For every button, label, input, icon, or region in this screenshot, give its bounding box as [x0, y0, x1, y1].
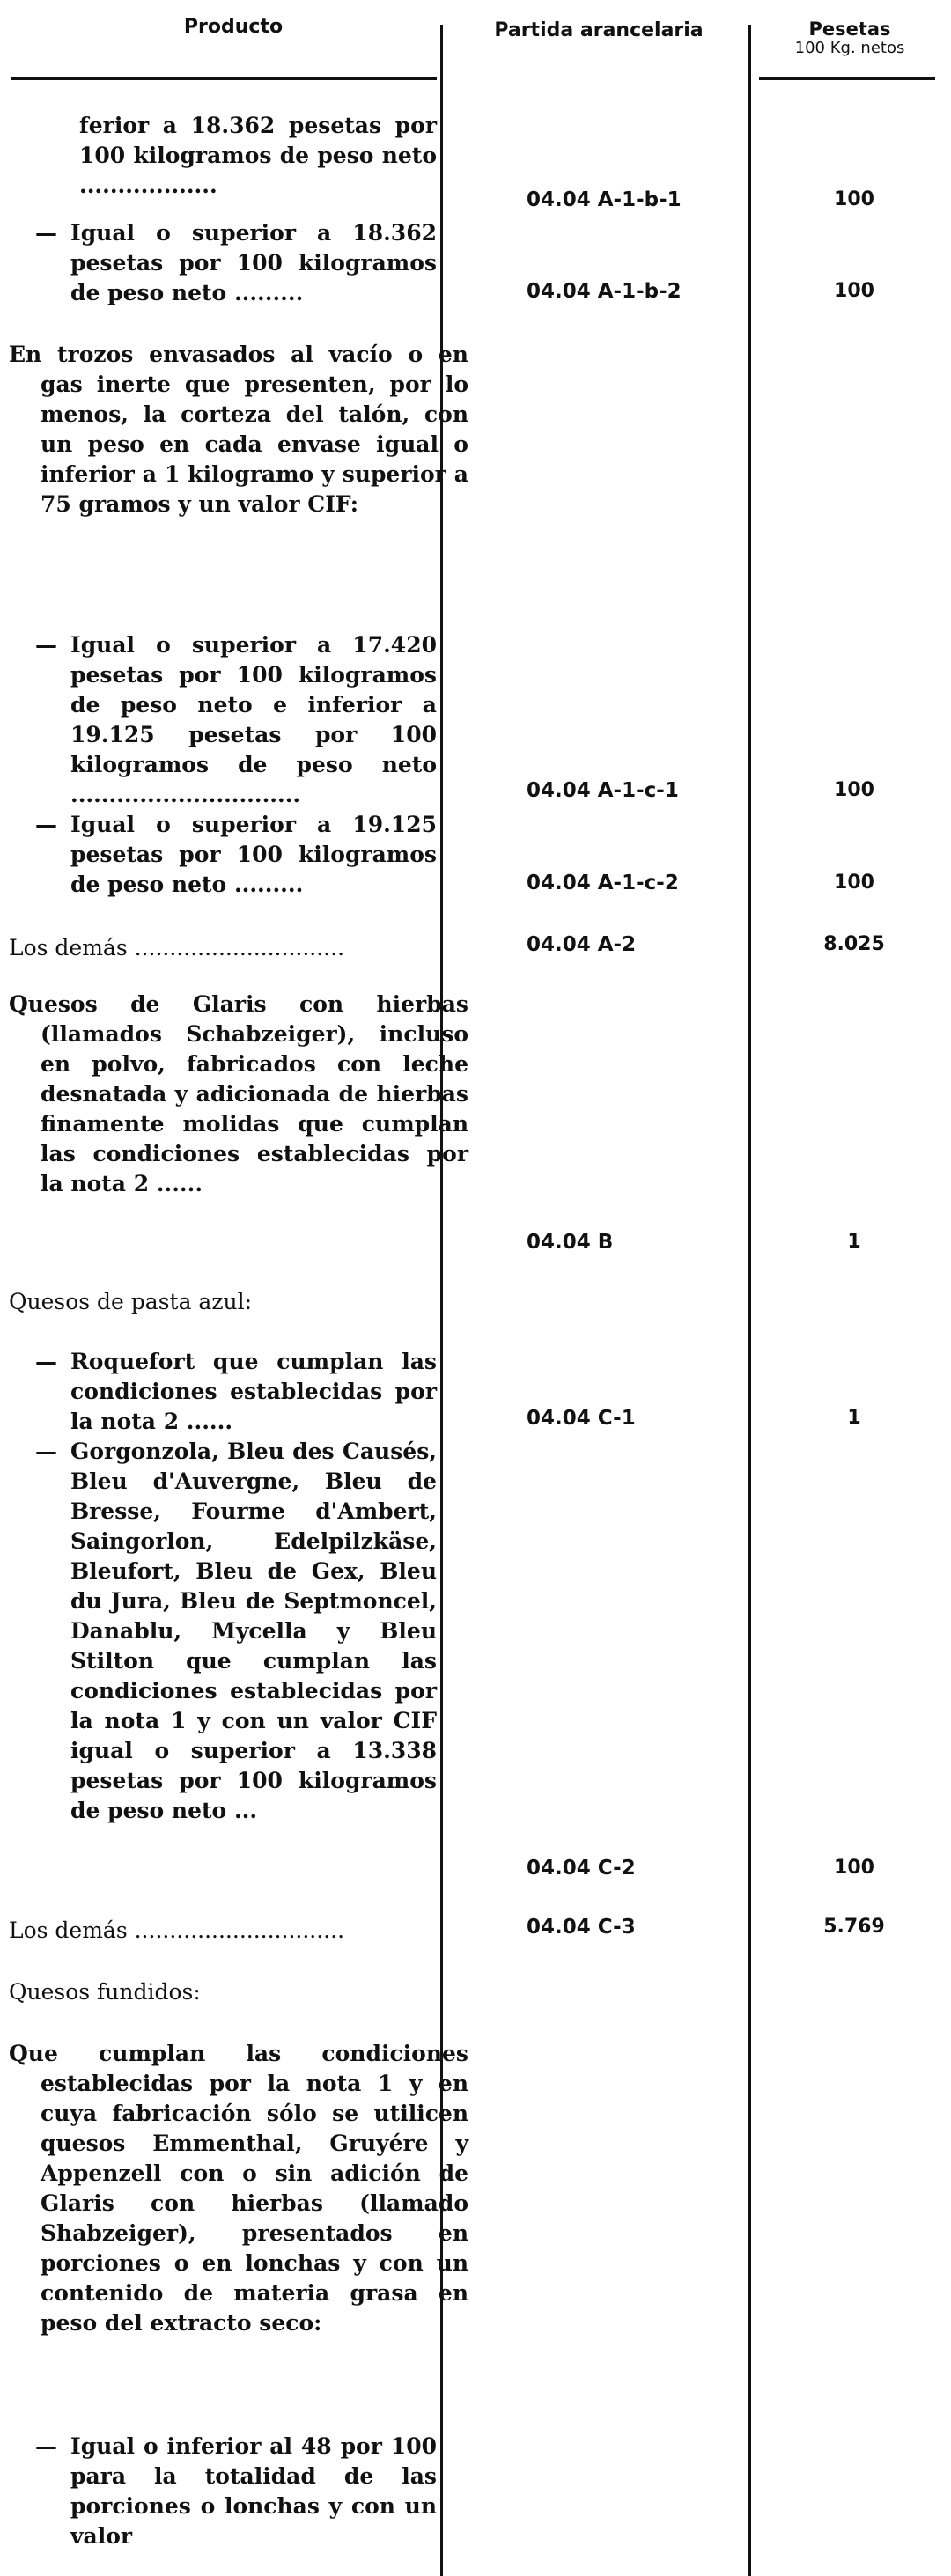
header-producto: Producto — [183, 16, 284, 38]
row-value: 100 — [834, 188, 874, 210]
row-code: 04.04 B — [527, 1231, 614, 1254]
dash-marker: — — [35, 220, 57, 246]
row-code: 04.04 A-1-b-1 — [527, 188, 682, 211]
row-text: Quesos de Glaris con hierbas (llamados Schabzeiger), incluso en polvo, fabricados con leche desnatada y adicionada de hierbas finamente molidas que cumplan las condiciones establecidas por la nota 2 ...... — [9, 991, 468, 1196]
column-divider-2 — [748, 25, 751, 2576]
row-value: 1 — [847, 1407, 861, 1429]
row-text: Los demás .............................. — [9, 935, 345, 960]
row-text: — Igual o superior a 17.420 pesetas por 100 kilogramos de peso neto e inferior a 19.125 pesetas por 100 kilogramos de peso neto .............................. — [35, 632, 437, 807]
header-partida: Partida arancelaria — [494, 19, 704, 41]
row-value: 100 — [834, 1857, 874, 1879]
row-code: 04.04 A-1-c-1 — [527, 779, 679, 802]
row-text: — Igual o inferior al 48 por 100 para la totalidad de las porciones o lonchas y con un valor — [35, 2433, 437, 2549]
dash-marker: — — [35, 2433, 57, 2459]
row-text: — Gorgonzola, Bleu des Causés, Bleu d'Auvergne, Bleu de Bresse, Fourme d'Ambert, Saingorlon, Edelpilzkäse, Bleufort, Bleu de Gex, Bleu du Jura, Bleu de Septmoncel, Danablu, Mycella y Bleu Stilton que cumplan las condiciones establecidas por la nota 1 y con un valor CIF igual o superior a 13.338 pesetas por 100 kilogramos de peso neto ... — [35, 1439, 437, 1823]
row-code: 04.04 A-1-b-2 — [527, 280, 682, 303]
row-code: 04.04 C-2 — [527, 1857, 636, 1880]
row-text: — Igual o superior a 18.362 pesetas por 100 kilogramos de peso neto ......... — [35, 220, 437, 305]
header-pesetas-label: Pesetas — [808, 18, 891, 40]
row-value: 100 — [834, 779, 874, 801]
dash-marker: — — [35, 1439, 57, 1464]
section-text: Quesos de pasta azul: — [9, 1289, 253, 1314]
row-value: 100 — [834, 872, 874, 894]
dash-marker: — — [35, 1349, 57, 1374]
row-value: 100 — [834, 280, 874, 302]
row-text: ferior a 18.362 pesetas por 100 kilogramos de peso neto .................. — [79, 113, 437, 198]
section-text: En trozos envasados al vacío o en gas inerte que presenten, por lo menos, la corteza del talón, con un peso en cada envase igual o inferior a 1 kilogramo y superior a 75 gramos y un valor CIF: — [9, 342, 468, 517]
row-value: 5.769 — [823, 1916, 885, 1938]
header-rule-left — [11, 77, 437, 80]
section-text: Que cumplan las condiciones establecidas por la nota 1 y en cuya fabricación sólo se utilicen quesos Emmenthal, Gruyére y Appenzell con o sin adición de Glaris con hierbas (llamado Shabzeiger), presentados en porciones o en lonchas y con un contenido de materia grasa en peso del extracto seco: — [9, 2041, 468, 2336]
row-value: 8.025 — [823, 933, 885, 955]
row-code: 04.04 C-1 — [527, 1407, 636, 1430]
row-code: 04.04 C-3 — [527, 1916, 636, 1939]
dash-marker: — — [35, 632, 57, 658]
row-code: 04.04 A-1-c-2 — [527, 872, 679, 894]
row-text: — Igual o superior a 19.125 pesetas por 100 kilogramos de peso neto ......... — [35, 812, 437, 897]
header-rule-right — [759, 77, 935, 80]
row-text: — Roquefort que cumplan las condiciones establecidas por la nota 2 ...... — [35, 1349, 437, 1434]
dash-marker: — — [35, 812, 57, 837]
row-code: 04.04 A-2 — [527, 933, 637, 956]
row-value: 1 — [847, 1231, 861, 1253]
section-text: Quesos fundidos: — [9, 1979, 201, 2005]
header-unidad-label: 100 Kg. netos — [794, 39, 905, 57]
header-pesetas — [757, 19, 942, 58]
row-text: Los demás .............................. — [9, 1917, 345, 1943]
